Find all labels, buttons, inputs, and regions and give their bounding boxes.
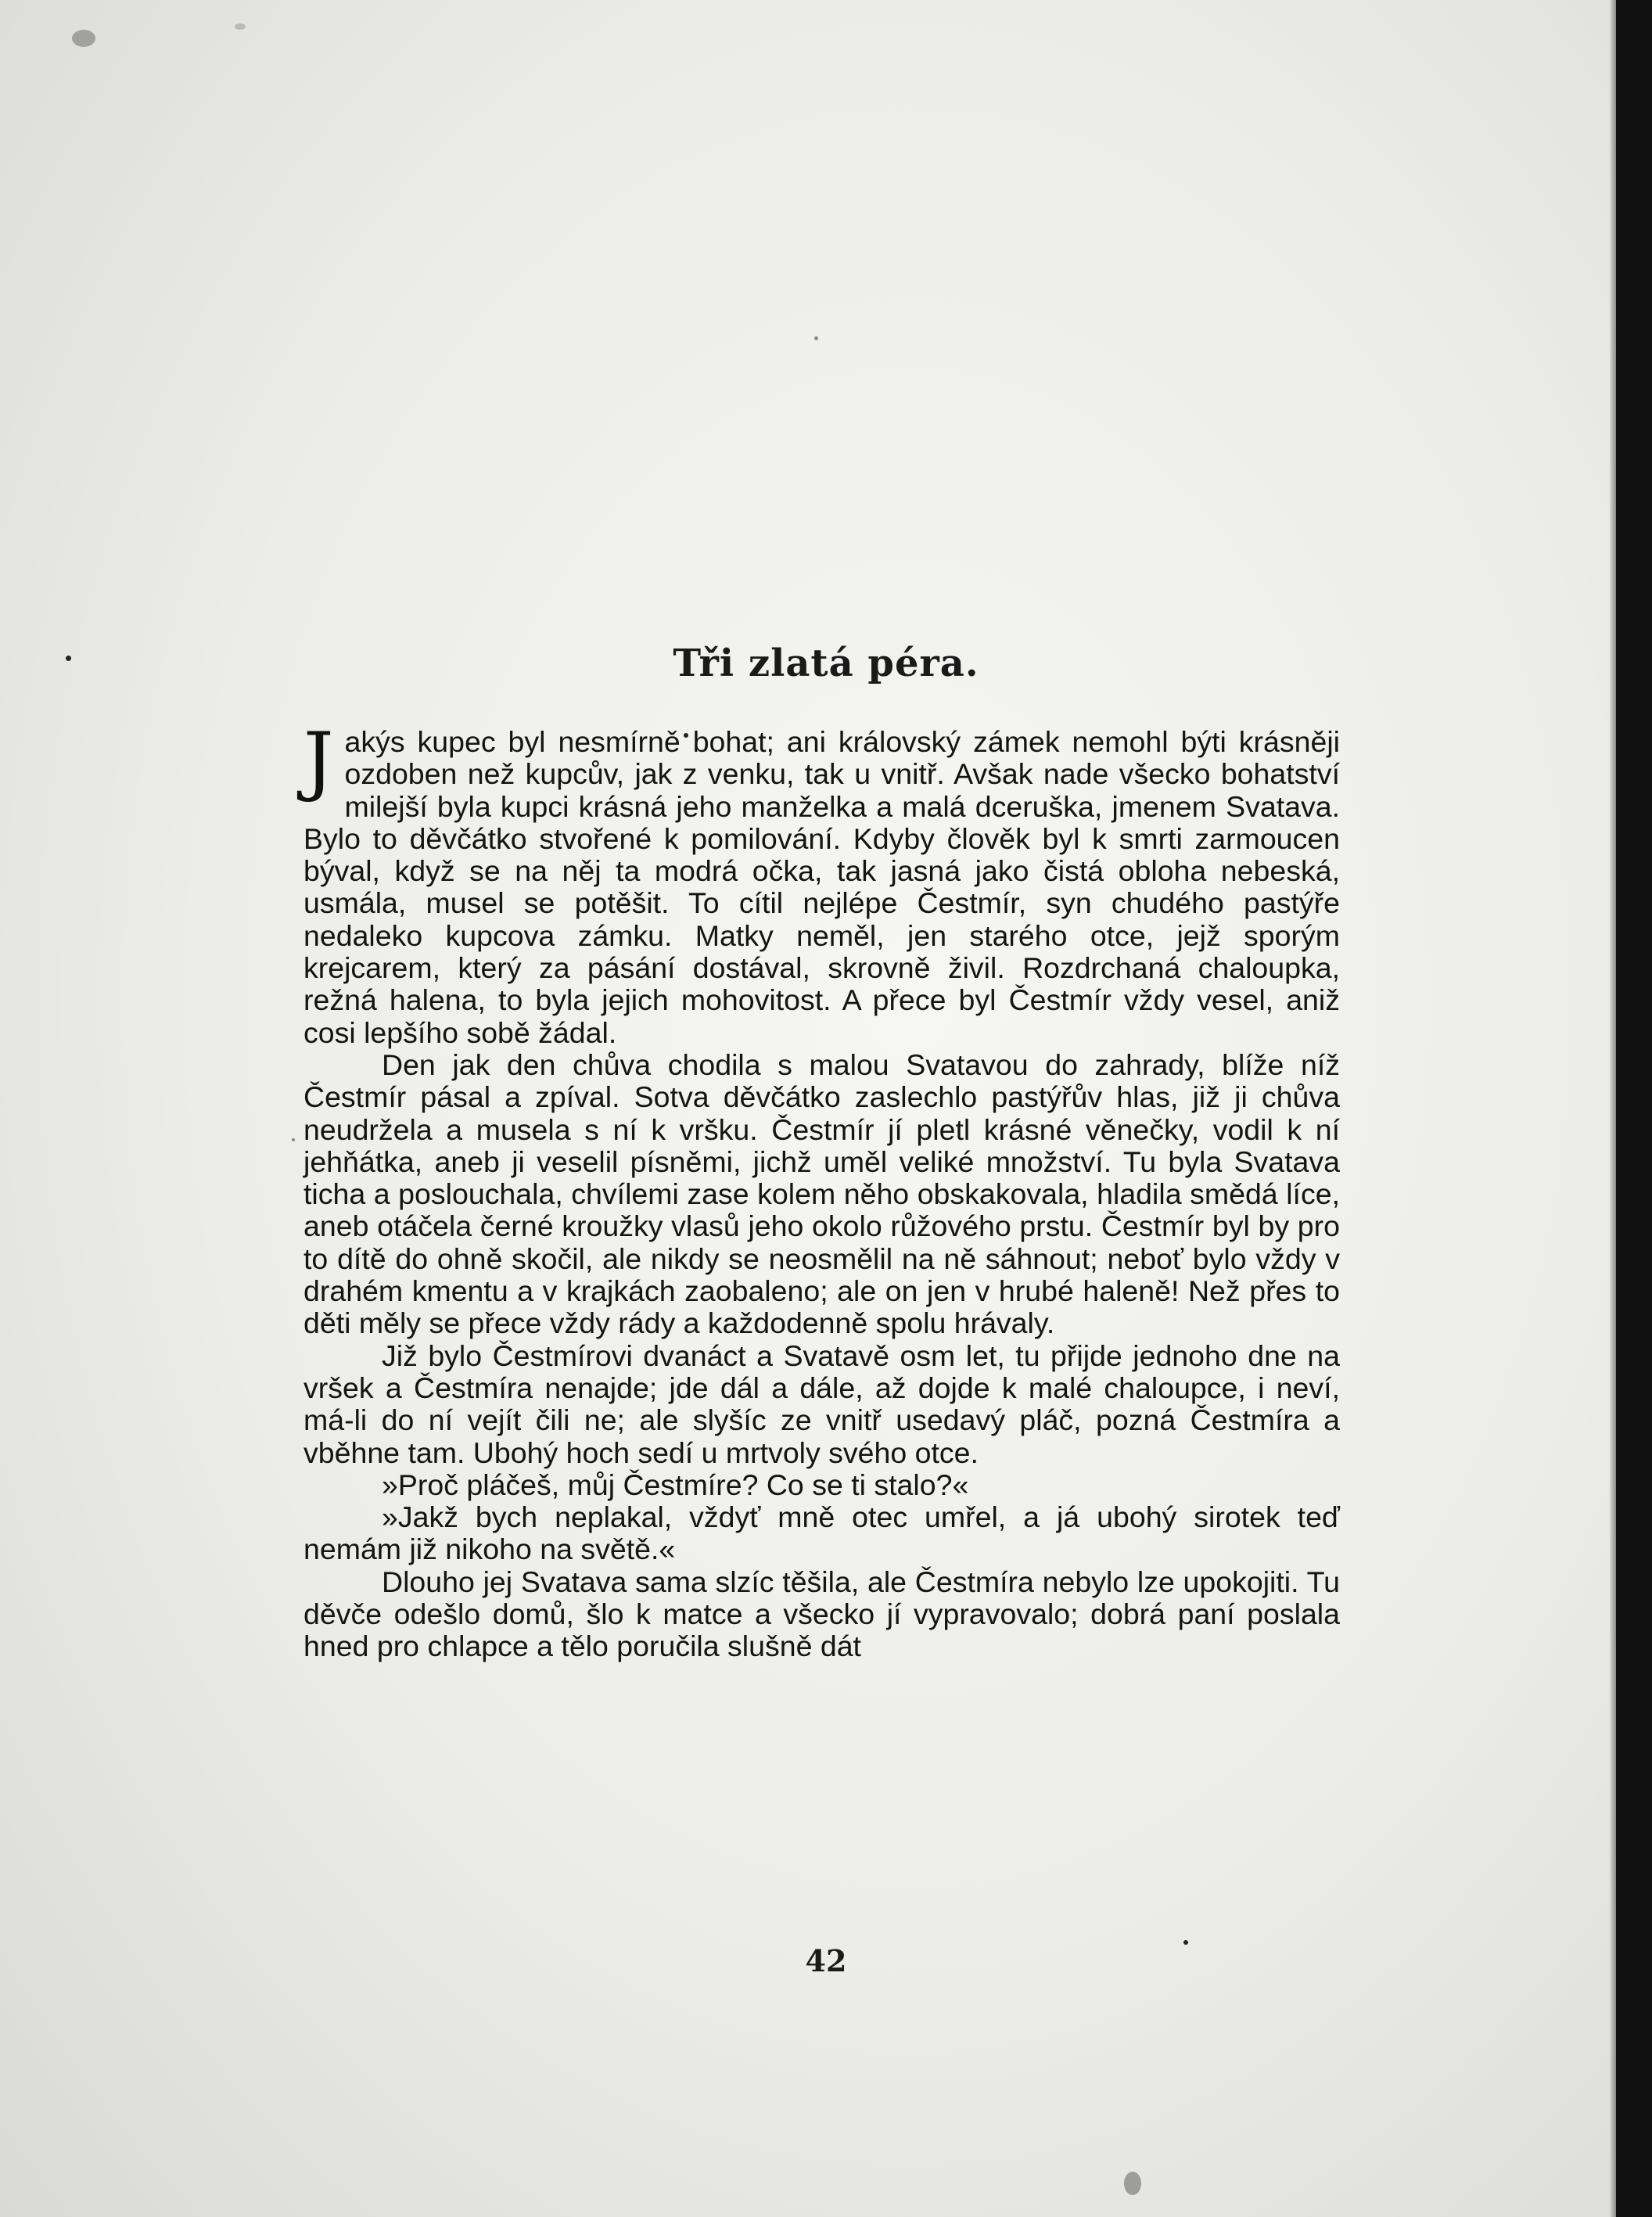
paragraph-6: Dlouho jej Svatava sama slzíc těšila, ale Čestmíra nebylo lze upokojiti. Tu děvče odešlo domů, šlo k matce a všecko jí vypravovalo; dobrá paní poslala hned pro chlapce a tělo poručila slušně dát [303,1565,1340,1663]
scan-speck [814,336,818,340]
paragraph-3: Již bylo Čestmírovi dvanáct a Svatavě osm let, tu přijde jednoho dne na vršek a Čestmíra nenajde; jde dál a dále, až dojde k malé chaloupce, i neví, má-li do ní vejít čili ne; ale slyšíc ze vnitř usedavý pláč, pozná Čestmíra a vběhne tam. Ubohý hoch sedí u mrtvoly svého otce. [303,1338,1340,1469]
drop-cap: J [303,717,334,804]
scan-speck [292,1138,295,1141]
paragraph-5-dialogue: »Jakž bych neplakal, vždyť mně otec umřel, a já ubohý sirotek teď nemám již nikoho na světě.« [303,1500,1340,1566]
paragraph-2: Den jak den chůva chodila s malou Svatavou do zahrady, blíže níž Čestmír pásal a zpíval. Sotva děvčátko zaslechlo pastýřův hlas, již ji chůva neudržela a musela s ní k vršku. Čestmír jí pletl krásné věnečky, vodil k ní jehňátka, aneb ji veselil písněmi, jichž uměl veliké množství. Tu byla Svatava ticha a poslouchala, chvílemi zase kolem něho obskakovala, hladila smědá líce, aneb otáčela černé kroužky vlasů jeho okolo růžového prstu. Čestmír byl by pro to dítě do ohně skočil, ale nikdy se neosmělil na ně sáhnout; neboť bylo vždy v drahém kmentu a v krajkách zaobaleno; ale on jen v hrubé haleně! Než přes to děti měly se přece vždy rády a každodenně spolu hrávaly. [303,1047,1340,1340]
paragraph-1 [303,717,1340,1049]
paragraph-1-text: akýs kupec byl nesmírně bohat; ani královský zámek nemohl býti krásněji ozdoben než kupcův, jak z venku, tak u vnitř. Avšak nade všecko bohatství milejší byla kupci krásná jeho manželka a malá dceruška, jmenem Svatava. Bylo to děvčátko stvořené k pomilování. Kdyby člověk byl k smrti zarmoucen býval, když se na něj ta modrá očka, tak jasná jako čistá obloha nebeská, usmála, musel se potěšit. To cítil nejlépe Čestmír, syn chudého pastýře nedaleko kupcova zámku. Matky neměl, jen starého otce, jejž sporým krejcarem, který za pásání dostával, skrovně živil. Rozdrchaná chaloupka, režná halena, to byla jejich mohovitost. A přece byl Čestmír vždy vesel, aniž cosi lepšího sobě žádal. [303,725,1340,1049]
chapter-title: Tři zlatá péra. [673,641,979,685]
chapter-body [303,717,1340,1663]
scan-smudge [1124,2172,1141,2195]
page-edge-dark-border [1616,0,1652,2217]
scan-smudge [235,23,246,30]
page-edge-shadow [1610,0,1616,2217]
paragraph-4-dialogue: »Proč pláčeš, můj Čestmíre? Co se ti stalo?« [382,1468,969,1501]
scan-smudge [72,30,95,47]
page-number: 42 [805,1943,847,1978]
